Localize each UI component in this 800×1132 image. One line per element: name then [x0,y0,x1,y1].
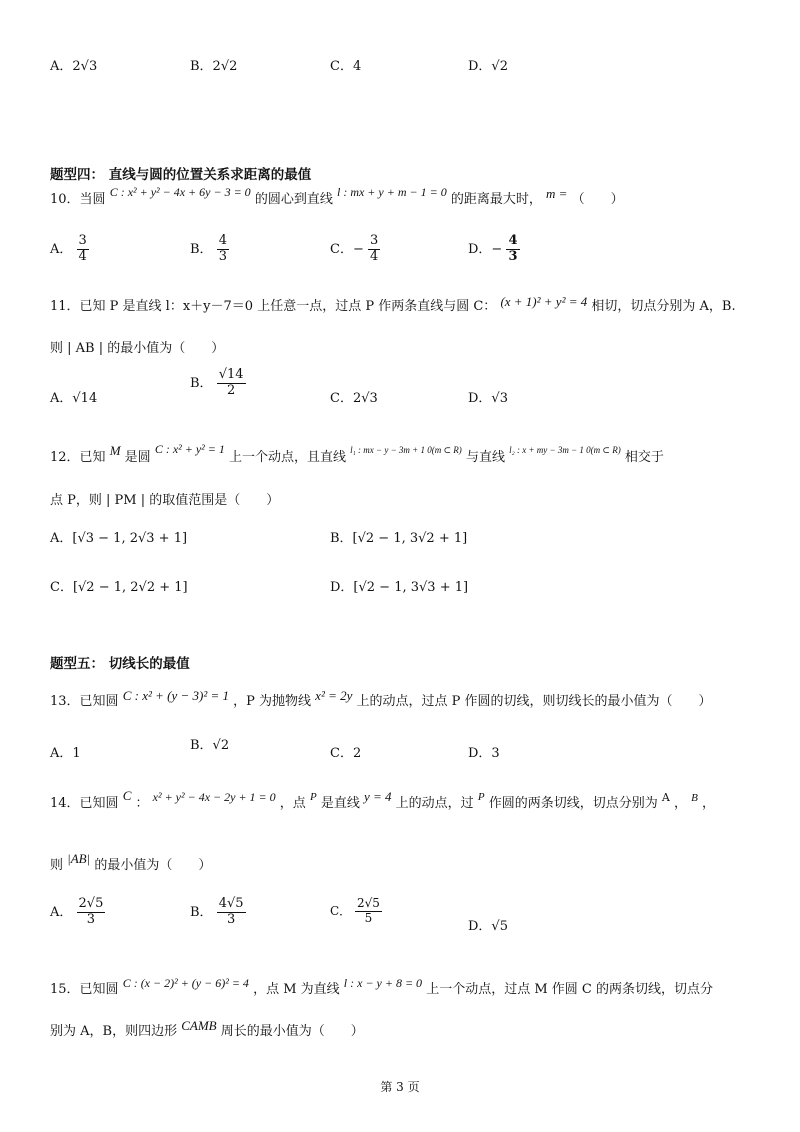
q13-mid: ，P 为抛物线 [233,694,312,709]
q15-quadrilateral: CAMB [181,1018,217,1033]
q15-circle-equation: C : (x − 2)² + (y − 6)² = 4 [122,976,249,990]
q9-option-c: C．4 [330,59,362,74]
q10-suffix: 的距离最大时， [450,192,542,207]
q14-prefix: 14．已知圆 [50,796,119,811]
q15-mid: ，点 M 为直线 [253,982,340,997]
q12-end: 相交于 [624,450,664,465]
q15-prefix: 15．已知圆 [50,982,119,997]
q13-option-c: C．2 [330,746,362,761]
q14-stem-line2 [50,851,212,873]
q10-option-a-label: A． [50,241,73,257]
q10-option-c [330,234,380,265]
q12-line2-equation: l₂ : x + my − 3m − 1 0(m ⊂ R) [509,445,621,455]
q14-option-d: D．√5 [468,919,508,934]
q15-stem-line2 [50,1020,364,1039]
q14-option-a-num: 2√5 [78,896,104,911]
q13-option-d: D．3 [468,746,500,761]
q12-mid: 上一个动点，且直线 [229,450,347,465]
q12-option-a: A．[√3 − 1, 2√3 + 1] [50,531,188,546]
q12-line1-equation: l₁ : mx − y − 3m + 1 0(m ⊂ R) [350,445,462,455]
q14-option-c-den: 5 [364,910,373,925]
q12-and: 与直线 [465,450,505,465]
q14-colon: ： [135,796,149,811]
q14-sep: ， [673,796,687,811]
q12-point-m: M [109,443,121,458]
q14-option-b-den: 3 [226,911,236,927]
q10-stem [50,185,624,207]
q14-point-p: P [309,791,317,803]
q9-option-d: D．√2 [468,59,508,74]
q14-sep2: ， [701,796,715,811]
q12-is-circle: 是圆 [124,450,151,465]
q15-line-equation: l : x − y + 8 = 0 [343,976,423,990]
q14-point-p2: P [477,791,485,803]
q12-stem-line2: 点 P，则 | PM | 的取值范围是（ ） [50,493,280,508]
q14-c-label: C [122,788,132,803]
q14-option-a-den: 3 [86,911,96,927]
q11-circle-equation: (x + 1)² + y² = 4 [500,294,588,309]
q15-line2-a: 别为 A，B，则四边形 [50,1024,178,1039]
q11-option-b-num: √14 [218,367,244,382]
q14-option-a-label: A． [50,904,73,920]
q12-prefix: 12．已知 [50,450,106,465]
q11-line1-end: 相切，切点分别为 A，B. [591,299,736,314]
q10-option-b-den: 3 [218,248,227,264]
q10-option-c-den: 4 [369,248,379,264]
page-number: 第 3 页 [380,1080,420,1094]
q10-option-a-num: 3 [78,233,87,248]
q14-option-a [50,897,105,928]
q12-option-c: C．[√2 − 1, 2√2 + 1] [50,580,188,595]
q14-option-c-label: C． [330,903,352,918]
q13-prefix: 13．已知圆 [50,694,119,709]
section5-title: 题型五： 切线长的最值 [50,656,190,672]
q13-option-b: B．√2 [190,738,230,753]
q11-option-b-label: B． [190,375,213,391]
q10-option-a-den: 4 [78,248,87,264]
q11-option-a: A．√14 [50,391,98,406]
q12-stem-line1 [50,442,664,465]
q10-option-d [468,234,520,265]
q11-option-d: D．√3 [468,391,508,406]
q14-mid: ，点 [279,796,306,811]
q13-stem [50,690,712,709]
q14-option-b-num: 4√5 [218,896,244,911]
q14-end: 上的动点，过 [395,796,474,811]
q10-option-c-label: C．− [330,241,364,257]
q11-option-b [190,368,246,399]
q13-end: 上的动点，过点 P 作圆的切线，则切线长的最小值为（ ） [356,694,712,709]
q9-option-b: B．2√2 [190,59,238,74]
q15-line2-b: 周长的最小值为（ ） [220,1024,364,1039]
q10-option-d-num: 4 [508,233,518,248]
q14-on-line: 是直线 [320,796,360,811]
q10-option-c-num: 3 [369,233,379,248]
q10-paren: （ ） [571,192,624,207]
q15-end: 上一个动点，过点 M 作圆 C 的两条切线，切点分 [426,982,713,997]
q14-circle-equation: x² + y² − 4x − 2y + 1 = 0 [152,790,276,804]
q10-option-d-label: D．− [468,241,503,257]
q14-option-c-num: 2√5 [357,896,380,910]
q15-stem-line1 [50,978,713,997]
q14-line2-a: 则 [50,858,64,873]
q10-circle-equation: C : x² + y² − 4x + 6y − 3 = 0 [109,185,251,199]
q13-circle-equation: C : x² + (y − 3)² = 1 [122,688,229,703]
section4-title: 题型四： 直线与圆的位置关系求距离的最值 [50,167,312,183]
q10-line-equation: l : mx + y + m − 1 = 0 [336,185,447,199]
q10-option-a [50,234,89,265]
q11-option-c: C．2√3 [330,391,378,406]
q13-option-a: A．1 [50,746,81,761]
q11-option-b-den: 2 [226,382,236,398]
q14-line-equation: y = 4 [363,789,392,804]
q14-point-b: B [691,792,698,804]
q14-point-a: A [661,791,670,804]
q11-stem-line2: 则 | AB | 的最小值为（ ） [50,341,225,356]
q9-option-a: A．2√3 [50,59,98,74]
q10-option-d-den: 3 [508,248,518,264]
q11-line1: 11．已知 P 是直线 l：x＋y－7＝0 上任意一点，过点 P 作两条直线与圆 C： [50,299,497,314]
q14-ab: |AB| [67,851,91,866]
q14-end2: 作圆的两条切线，切点分别为 [488,796,658,811]
q14-option-b-label: B． [190,904,213,920]
q10-prefix: 10．当圆 [50,192,106,207]
q14-option-c [330,897,382,926]
q14-option-b [190,897,246,928]
q10-option-b-label: B． [190,241,213,257]
q10-ask: m = [546,186,568,201]
q10-mid: 的圆心到直线 [254,192,333,207]
q12-option-b: B．[√2 − 1, 3√2 + 1] [330,531,468,546]
q14-stem-line1 [50,788,715,811]
q11-stem-line1 [50,295,736,314]
q10-option-b-num: 4 [218,233,227,248]
q12-option-d: D．[√2 − 1, 3√3 + 1] [330,580,469,595]
q13-parabola-equation: x² = 2y [315,688,353,703]
q12-circle-equation: C : x² + y² = 1 [154,442,225,456]
q14-line2-b: 的最小值为（ ） [94,858,212,873]
q10-option-b [190,234,229,265]
